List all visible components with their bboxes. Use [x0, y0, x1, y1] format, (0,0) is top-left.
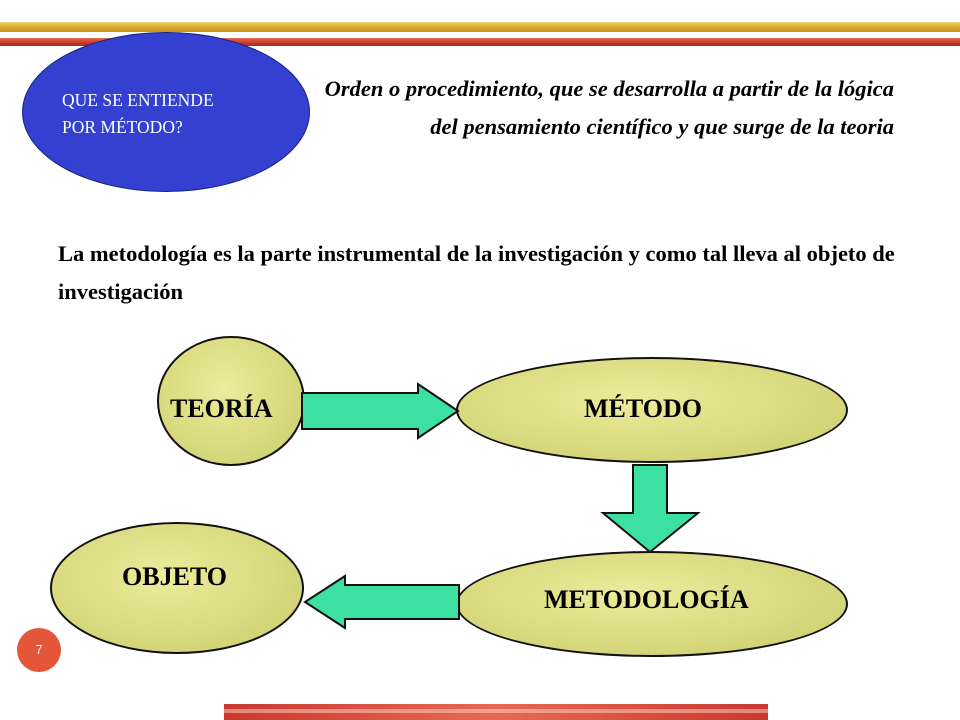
arrow-teoria-to-metodo	[300, 383, 462, 439]
bottom-decorative-bar	[224, 704, 768, 720]
slide-number-badge: 7	[17, 628, 61, 672]
label-metodo: MÉTODO	[584, 394, 702, 423]
definition-text: Orden o procedimiento, que se desarrolla a partir de la lógica del pensamiento científico y que surge de la teoria	[324, 76, 894, 139]
label-teoria: TEORÍA	[170, 394, 273, 423]
methodology-paragraph: La metodología es la parte instrumental de la investigación y como tal lleva al objeto de investigación	[58, 241, 895, 304]
question-text: QUE SE ENTIENDE POR MÉTODO?	[62, 90, 214, 137]
arrow-metodologia-to-objeto	[303, 574, 463, 630]
label-metodologia: METODOLOGÍA	[544, 585, 749, 614]
label-objeto: OBJETO	[122, 562, 228, 591]
arrow-metodo-to-metodologia	[601, 463, 703, 555]
top-decorative-bar-gold	[0, 22, 960, 32]
